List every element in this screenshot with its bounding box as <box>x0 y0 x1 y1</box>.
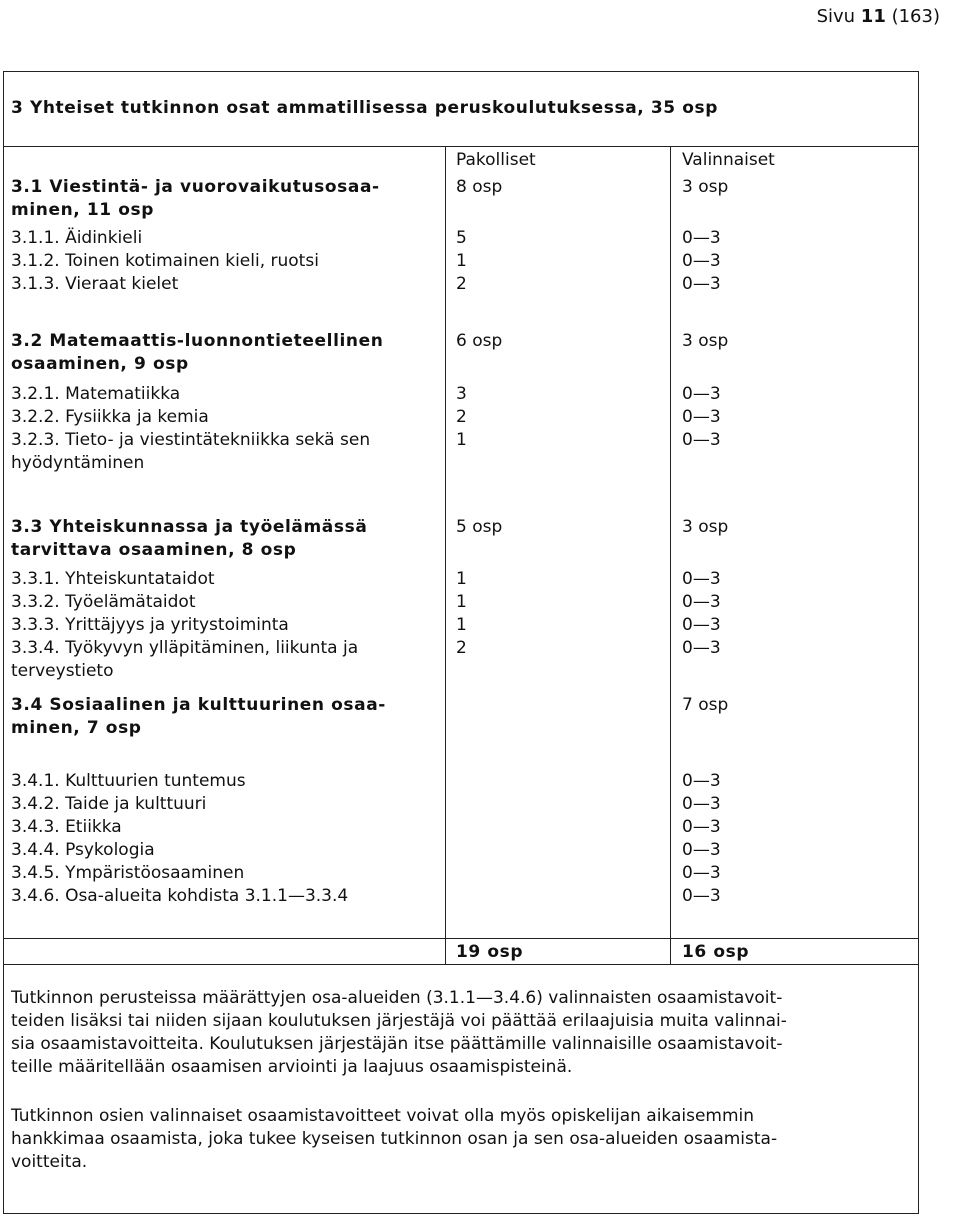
table-rule <box>3 938 919 939</box>
valinnaiset-values-3-4: 0—3 0—3 0—3 0—3 0—3 0—3 <box>682 771 721 906</box>
pakolliset-total-3-2: 6 osp <box>456 331 503 351</box>
note-paragraph-2: Tutkinnon osien valinnaiset osaamistavoitteet voivat olla myös opiskelijan aikaisemmin hankkimaa osaamista, joka tukee kyseisen tutkinnon osan ja sen osa-alueiden osaamista- voitteita. <box>11 1106 778 1172</box>
pakolliset-values-3-1: 5 1 2 <box>456 228 467 294</box>
valinnaiset-values-3-1: 0—3 0—3 0—3 <box>682 228 721 294</box>
table-rule <box>3 964 919 965</box>
table-rule <box>3 146 919 147</box>
valinnaiset-total-3-1: 3 osp <box>682 177 729 197</box>
items-3-4: 3.4.1. Kulttuurien tuntemus 3.4.2. Taide ja kulttuuri 3.4.3. Etiikka 3.4.4. Psykologia 3.4.5. Ympäristöosaaminen 3.4.6. Osa-alueita kohdista 3.1.1—3.3.4 <box>11 771 349 906</box>
page-number: Sivu 11 (163) <box>816 6 940 27</box>
pakolliset-total-3-1: 8 osp <box>456 177 503 197</box>
items-3-3: 3.3.1. Yhteiskuntataidot 3.3.2. Työelämätaidot 3.3.3. Yrittäjyys ja yritystoiminta 3.3.4. Työkyvyn ylläpitäminen, liikunta ja terveystieto <box>11 569 359 681</box>
column-header-valinnaiset: Valinnaiset <box>682 150 775 170</box>
section-title-3-4: 3.4 Sosiaalinen ja kulttuurinen osaa- minen, 7 osp <box>11 695 386 738</box>
pakolliset-values-3-3: 1 1 1 2 <box>456 569 467 658</box>
pakolliset-total-3-3: 5 osp <box>456 517 503 537</box>
section-title-3-1: 3.1 Viestintä- ja vuorovaikutusosaa- minen, 11 osp <box>11 177 380 220</box>
items-3-2: 3.2.1. Matematiikka 3.2.2. Fysiikka ja kemia 3.2.3. Tieto- ja viestintätekniikka sekä sen hyödyntäminen <box>11 384 371 473</box>
note-paragraph-1: Tutkinnon perusteissa määrättyjen osa-alueiden (3.1.1—3.4.6) valinnaisten osaamistavoit- teiden lisäksi tai niiden sijaan koulutuksen järjestäjä voi päättää erilaajuisia muita valinnai- sia osaamistavoitteita. Koulutuksen järjestäjän itse päättämille valinnaisille osaamistavoit- teille määritellään osaamisen arviointi ja laajuus osaamispisteinä. <box>11 988 787 1077</box>
table-rule <box>445 146 446 964</box>
total-valinnaiset: 16 osp <box>682 942 750 962</box>
items-3-1: 3.1.1. Äidinkieli 3.1.2. Toinen kotimainen kieli, ruotsi 3.1.3. Vieraat kielet <box>11 228 319 294</box>
valinnaiset-total-3-4: 7 osp <box>682 695 729 715</box>
valinnaiset-total-3-3: 3 osp <box>682 517 729 537</box>
table-rule <box>670 146 671 964</box>
column-header-pakolliset: Pakolliset <box>456 150 536 170</box>
valinnaiset-total-3-2: 3 osp <box>682 331 729 351</box>
section-title-3-2: 3.2 Matemaattis-luonnontieteellinen osaaminen, 9 osp <box>11 331 384 374</box>
table-title: 3 Yhteiset tutkinnon osat ammatillisessa peruskoulutuksessa, 35 osp <box>11 98 719 118</box>
valinnaiset-values-3-3: 0—3 0—3 0—3 0—3 <box>682 569 721 658</box>
valinnaiset-values-3-2: 0—3 0—3 0—3 <box>682 384 721 450</box>
section-title-3-3: 3.3 Yhteiskunnassa ja työelämässä tarvittava osaaminen, 8 osp <box>11 517 368 560</box>
total-pakolliset: 19 osp <box>456 942 524 962</box>
pakolliset-values-3-2: 3 2 1 <box>456 384 467 450</box>
